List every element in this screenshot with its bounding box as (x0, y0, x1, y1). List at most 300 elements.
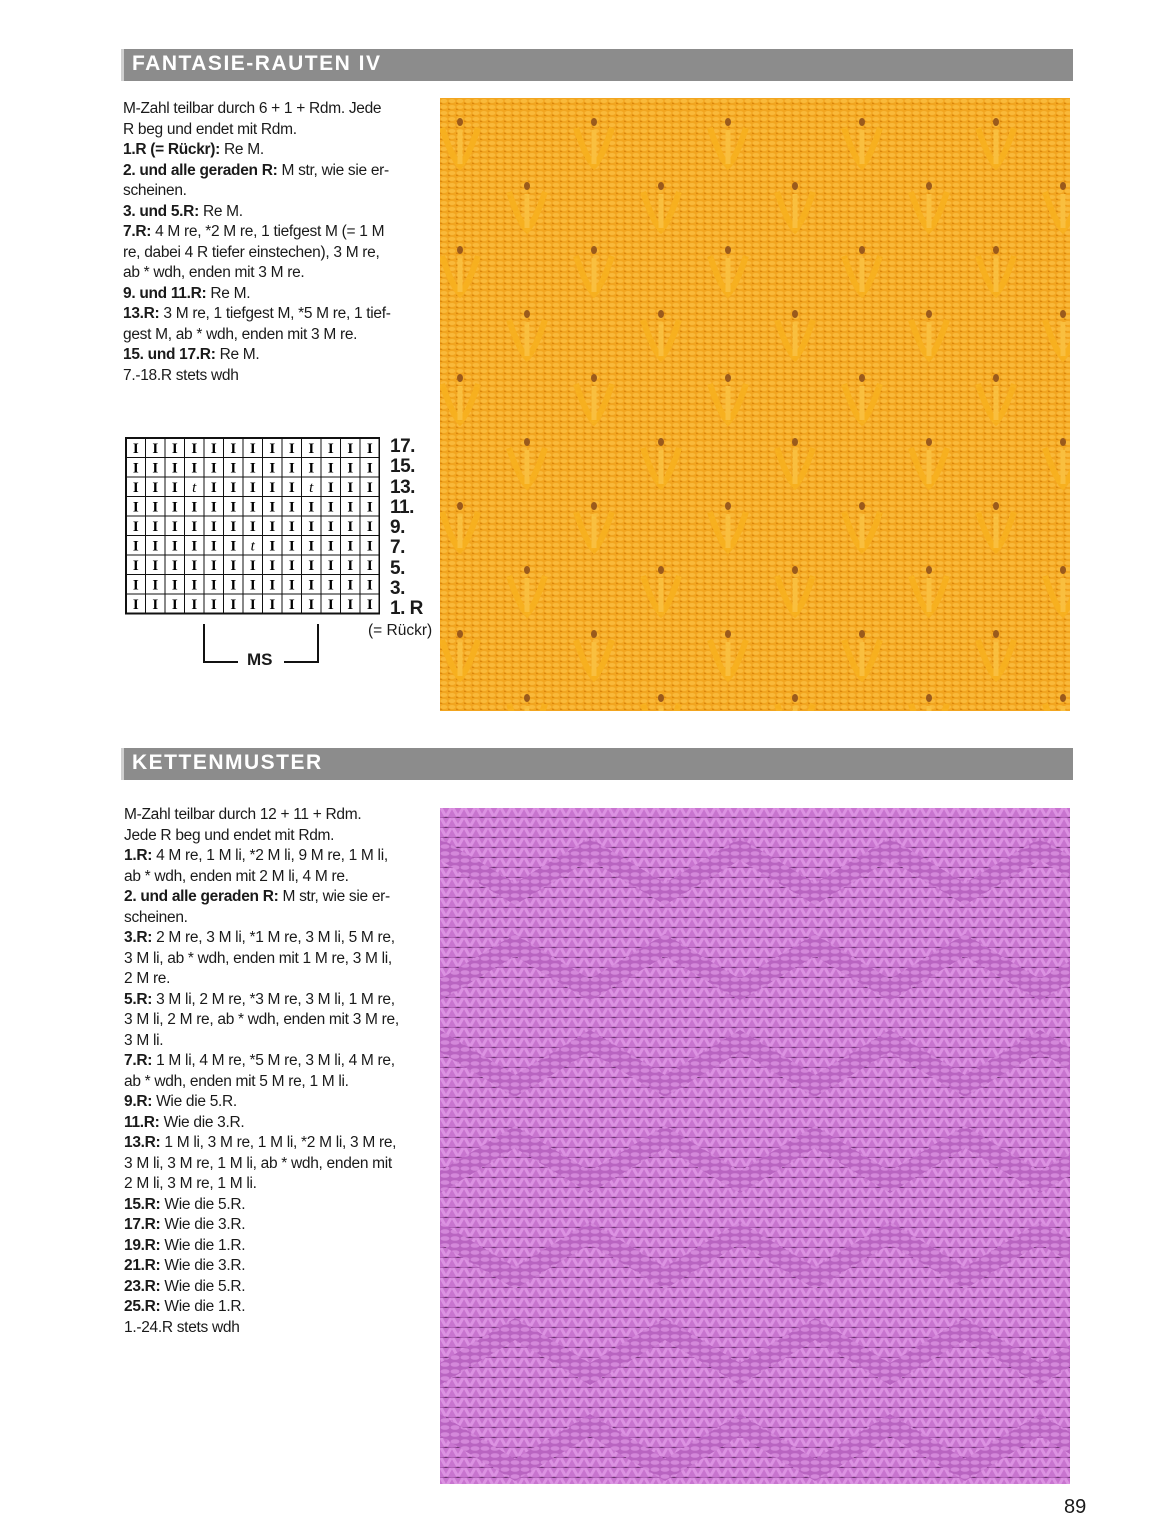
chart-symbol-knit: I (366, 499, 373, 516)
chart-symbol-knit: I (171, 577, 178, 594)
row-text: Re M. (206, 284, 251, 302)
chart-symbol-knit: I (288, 440, 295, 457)
section-header-kettenmuster (121, 748, 1073, 780)
row-text: 3 M li, 2 M re, ab * wdh, enden mit 3 M re, (124, 1011, 399, 1028)
row-text: scheinen. (124, 908, 188, 926)
chart-cell (360, 477, 380, 497)
row-text: 7.-18.R stets wdh (123, 366, 239, 384)
chart-symbol-slip: t (250, 538, 255, 555)
chart-symbol-knit: I (171, 499, 178, 516)
chart-symbol-knit: I (269, 499, 276, 516)
chart-symbol-knit: I (230, 538, 237, 555)
row-heading: 1.R (= Rückr): (123, 141, 221, 158)
chart-cell (321, 555, 341, 575)
instruction-line (123, 120, 423, 141)
chart-cell (165, 497, 185, 517)
chart-symbol-knit: I (152, 479, 159, 496)
repeat-label: MS (247, 650, 273, 669)
chart-symbol-knit: I (171, 440, 178, 457)
chart-symbol-knit: I (152, 518, 159, 535)
chart-cell (360, 536, 380, 556)
chart-symbol-knit: I (308, 577, 315, 594)
chart-symbol-knit: I (308, 460, 315, 477)
chart-cell (204, 575, 224, 595)
chart-cell (302, 536, 322, 556)
row-text: Wie die 3.R. (160, 1257, 246, 1274)
chart-symbol-knit: I (308, 538, 315, 555)
instruction-line (123, 99, 423, 120)
chart-cell (321, 594, 341, 614)
chart-cell (185, 555, 205, 575)
chart-symbol-knit: I (171, 518, 178, 535)
chart-cell (224, 536, 244, 556)
chart-cell (282, 458, 302, 478)
chart-symbol-knit: I (366, 479, 373, 496)
chart-row-label: 13. (390, 476, 415, 498)
row-text: M str, wie sie er- (278, 888, 390, 905)
chart-cell (146, 536, 166, 556)
chart-cell (341, 594, 361, 614)
chart-symbol-knit: I (191, 518, 198, 535)
chart-cell (282, 594, 302, 614)
chart-cell (341, 458, 361, 478)
chart-cell (185, 477, 205, 497)
chart-cell (302, 594, 322, 614)
chart-symbol-knit: I (288, 460, 295, 477)
chart-cell (185, 516, 205, 536)
chart-cell (321, 516, 341, 536)
instruction-line (123, 284, 423, 305)
chart-symbol-knit: I (132, 557, 139, 574)
chart-cell (243, 555, 263, 575)
chart-cell (263, 575, 283, 595)
chart-cell (165, 575, 185, 595)
chart-symbol-knit: I (366, 460, 373, 477)
chart-symbol-knit: I (308, 440, 315, 457)
chart-cell (263, 458, 283, 478)
chart-cell (126, 458, 146, 478)
chart-symbol-knit: I (269, 518, 276, 535)
chart-symbol-knit: I (132, 460, 139, 477)
chart-cell (204, 516, 224, 536)
chart-row-label: 5. (390, 557, 405, 579)
chart-cell (224, 477, 244, 497)
chart-cell (341, 536, 361, 556)
chart-cell (263, 438, 283, 458)
chart-cell (126, 575, 146, 595)
chart-symbol-knit: I (152, 460, 159, 477)
chart-cell (243, 516, 263, 536)
chart-cell (360, 575, 380, 595)
chart-cell (224, 594, 244, 614)
chart-cell (126, 438, 146, 458)
instruction-line (124, 805, 424, 826)
row-text: scheinen. (123, 182, 187, 199)
chart-symbol-knit: I (191, 596, 198, 613)
row-text: Wie die 3.R. (160, 1216, 246, 1233)
chart-cell (165, 458, 185, 478)
instruction-line (124, 990, 424, 1011)
chart-symbol-slip: t (192, 479, 197, 496)
chart-cell (243, 594, 263, 614)
chart-symbol-knit: I (269, 557, 276, 574)
chart-symbol-knit: I (366, 440, 373, 457)
chart-symbol-knit: I (152, 440, 159, 457)
chart-cell (204, 497, 224, 517)
instruction-line (124, 1154, 424, 1175)
chart-cell (224, 458, 244, 478)
instruction-line (124, 826, 424, 847)
chart-symbol-knit: I (347, 538, 354, 555)
chart-cell (224, 555, 244, 575)
chart-cell (185, 536, 205, 556)
chart-cell (185, 497, 205, 517)
row-heading: 7.R: (123, 223, 152, 240)
instruction-line (123, 140, 423, 161)
row-text: 3 M li, 2 M re, *3 M re, 3 M li, 1 M re, (152, 990, 395, 1008)
row-text: Wie die 3.R. (159, 1113, 245, 1131)
chart-symbol-knit: I (230, 440, 237, 457)
instruction-line (124, 1031, 424, 1052)
chart-symbol-knit: I (152, 577, 159, 594)
chart-symbol-knit: I (269, 460, 276, 477)
chart-row-label: 7. (390, 537, 405, 559)
chart-cell (341, 575, 361, 595)
row-heading: 21.R: (124, 1257, 161, 1274)
chart-symbol-knit: I (249, 479, 256, 496)
instruction-line (124, 949, 424, 970)
chart-symbol-knit: I (288, 577, 295, 594)
chart-symbol-knit: I (288, 538, 295, 555)
chart-cell (185, 438, 205, 458)
chart-cell (126, 594, 146, 614)
chart-cell (165, 516, 185, 536)
chart-symbol-knit: I (230, 518, 237, 535)
chart-cell (282, 497, 302, 517)
row-heading: 1.R: (124, 847, 153, 864)
chart-symbol-knit: I (347, 518, 354, 535)
chart-cell (263, 594, 283, 614)
row-heading: 2. und alle geraden R: (123, 161, 278, 179)
row-text: M-Zahl teilbar durch 6 + 1 + Rdm. Jede (123, 100, 382, 117)
chart-symbol-knit: I (288, 596, 295, 613)
chart-row-label: 1. R (390, 598, 423, 620)
chart-cell (243, 438, 263, 458)
chart-symbol-knit: I (191, 538, 198, 555)
chart-symbol-knit: I (308, 499, 315, 516)
row-heading: 9.R: (124, 1093, 153, 1110)
chart-symbol-knit: I (152, 538, 159, 555)
instruction-line (124, 1113, 424, 1134)
chart-symbol-knit: I (366, 557, 373, 574)
chart-symbol-knit: I (171, 596, 178, 613)
chart-symbol-knit: I (308, 596, 315, 613)
row-text: Wie die 5.R. (160, 1195, 246, 1213)
chart-cell (165, 536, 185, 556)
chart-symbol-knit: I (269, 577, 276, 594)
chart-symbol-knit: I (249, 596, 256, 613)
chart-cell (321, 438, 341, 458)
chart-symbol-knit: I (210, 596, 217, 613)
row-text: Re M. (198, 202, 243, 220)
instruction-line (124, 908, 424, 929)
chart-symbol-knit: I (191, 499, 198, 516)
row-heading: 13.R: (123, 305, 160, 322)
chart-symbol-knit: I (191, 440, 198, 457)
chart-symbol-knit: I (191, 460, 198, 477)
row-heading: 17.R: (124, 1216, 161, 1233)
chart-symbol-knit: I (366, 596, 373, 613)
chart-symbol-knit: I (132, 577, 139, 594)
instruction-line (124, 1297, 424, 1318)
chart-cell (341, 477, 361, 497)
chart-cell (224, 516, 244, 536)
row-text: 3 M re, 1 tiefgest M, *5 M re, 1 tief- (159, 305, 391, 322)
chart-symbol-knit: I (366, 577, 373, 594)
instruction-line (124, 887, 424, 908)
chart-cell (263, 555, 283, 575)
chart-symbol-knit: I (347, 479, 354, 496)
chart-symbol-knit: I (132, 499, 139, 516)
chart-cell (360, 594, 380, 614)
chart-cell (126, 497, 146, 517)
chart-symbol-knit: I (249, 440, 256, 457)
instruction-line (123, 222, 423, 243)
instruction-line (124, 1072, 424, 1093)
chart-cell (146, 497, 166, 517)
chart-symbol-knit: I (210, 460, 217, 477)
chart-cell (224, 438, 244, 458)
row-text: 1 M li, 4 M re, *5 M re, 3 M li, 4 M re, (152, 1052, 395, 1069)
chart-cell (146, 438, 166, 458)
chart-cell (360, 555, 380, 575)
chart-cell (302, 458, 322, 478)
instruction-line (124, 1256, 424, 1277)
chart-cell (263, 497, 283, 517)
chart-symbol-knit: I (327, 440, 334, 457)
chart-cell (126, 536, 146, 556)
chart-cell (302, 516, 322, 536)
row-heading: 13.R: (124, 1134, 161, 1151)
chart-cell (165, 555, 185, 575)
chart-cell (146, 555, 166, 575)
chart-symbol-knit: I (249, 460, 256, 477)
chart-symbol-knit: I (366, 518, 373, 535)
chart-cell (302, 555, 322, 575)
chart-cell (204, 458, 224, 478)
chart-cell (282, 438, 302, 458)
chart-cell (321, 458, 341, 478)
chart-cell (146, 575, 166, 595)
chart-cell (321, 575, 341, 595)
chart-symbol-knit: I (308, 518, 315, 535)
chart-symbol-knit: I (249, 518, 256, 535)
row-text: Re M. (220, 141, 264, 158)
chart-symbol-knit: I (230, 557, 237, 574)
instruction-line (124, 1215, 424, 1236)
row-text: 3 M li. (124, 1031, 164, 1049)
row-text: 3 M li, 3 M re, 1 M li, ab * wdh, enden mit (124, 1154, 392, 1172)
chart-cell (341, 438, 361, 458)
chart-cell (204, 438, 224, 458)
chart-symbol-knit: I (249, 577, 256, 594)
chart-cell (282, 477, 302, 497)
chart-cell (321, 497, 341, 517)
chart-symbol-knit: I (269, 479, 276, 496)
section-header-fantasie-rauten (121, 49, 1073, 81)
chart-symbol-knit: I (210, 557, 217, 574)
row-text: 3 M li, ab * wdh, enden mit 1 M re, 3 M li, (124, 949, 392, 967)
chart-symbol-knit: I (327, 596, 334, 613)
chart-row-label: 17. (390, 436, 415, 457)
chart-symbol-knit: I (249, 499, 256, 516)
chart-cell (263, 516, 283, 536)
chart-symbol-knit: I (288, 499, 295, 516)
instruction-line (124, 1195, 424, 1216)
chart-cell (282, 555, 302, 575)
chart-symbol-knit: I (347, 557, 354, 574)
chart-cell (302, 477, 322, 497)
chart-symbol-knit: I (191, 557, 198, 574)
row-heading: 5.R: (124, 990, 153, 1008)
instruction-line (123, 345, 423, 366)
row-text: ab * wdh, enden mit 3 M re. (123, 264, 305, 281)
chart-symbol-knit: I (327, 577, 334, 594)
chart-cell (165, 477, 185, 497)
chart-cell (204, 477, 224, 497)
chart-symbol-knit: I (230, 596, 237, 613)
instruction-line (124, 1174, 424, 1195)
instruction-line (124, 846, 424, 867)
chart-symbol-knit: I (327, 557, 334, 574)
chart-cell (224, 497, 244, 517)
instruction-line (124, 1277, 424, 1298)
row-text: Wie die 5.R. (160, 1277, 246, 1295)
chart-symbol-knit: I (152, 596, 159, 613)
chart-symbol-knit: I (210, 499, 217, 516)
row-text: 4 M re, 1 M li, *2 M li, 9 M re, 1 M li, (152, 847, 388, 864)
chart-cell (282, 536, 302, 556)
row-text: Wie die 1.R. (160, 1236, 246, 1254)
page-number: 89 (1064, 1496, 1087, 1518)
chart-cell (321, 536, 341, 556)
chart-symbol-knit: I (308, 557, 315, 574)
chart-symbol-slip: t (309, 479, 314, 496)
row-text: 1.-24.R stets wdh (124, 1318, 240, 1336)
chart-cell (360, 438, 380, 458)
instruction-line (124, 969, 424, 990)
instruction-line (124, 1092, 424, 1113)
instruction-line (123, 325, 423, 346)
chart-row-label: 15. (390, 456, 415, 478)
instruction-line (124, 1051, 424, 1072)
section-title: KETTENMUSTER (132, 751, 323, 774)
chart-symbol-knit: I (269, 596, 276, 613)
instruction-line (123, 181, 423, 202)
row-text: 2 M re, 3 M li, *1 M re, 3 M li, 5 M re, (152, 929, 395, 946)
chart-cell (282, 516, 302, 536)
knit-swatch-photo-purple (440, 808, 1070, 1484)
row-heading: 7.R: (124, 1052, 153, 1069)
chart-cell (185, 458, 205, 478)
chart-symbol-knit: I (171, 538, 178, 555)
row-text: M str, wie sie er- (277, 161, 389, 179)
chart-cell (224, 575, 244, 595)
row-heading: 15.R: (124, 1195, 161, 1213)
chart-cell (204, 536, 224, 556)
row-text: Wie die 1.R. (160, 1298, 246, 1315)
knit-swatch-photo-orange (440, 98, 1070, 711)
instruction-line (124, 1133, 424, 1154)
chart-cell (243, 575, 263, 595)
chart-symbol-knit: I (327, 460, 334, 477)
chart-symbol-knit: I (347, 460, 354, 477)
row-heading: 19.R: (124, 1236, 161, 1254)
instruction-line (124, 1010, 424, 1031)
instructions-fantasie-rauten (123, 99, 423, 386)
chart-symbol-knit: I (347, 577, 354, 594)
chart-symbol-knit: I (132, 596, 139, 613)
chart-cell (146, 516, 166, 536)
chart-symbol-knit: I (210, 440, 217, 457)
chart-cell (146, 458, 166, 478)
chart-cell (243, 477, 263, 497)
chart-cell (243, 458, 263, 478)
row-text: 1 M li, 3 M re, 1 M li, *2 M li, 3 M re, (160, 1134, 397, 1151)
chart-symbol-knit: I (269, 538, 276, 555)
chart-cell (243, 497, 263, 517)
instruction-line (123, 366, 423, 387)
chart-row-label: 3. (390, 578, 405, 600)
chart-cell (302, 438, 322, 458)
chart-cell (146, 477, 166, 497)
chart-cell (165, 594, 185, 614)
chart-symbol-knit: I (347, 499, 354, 516)
row-text: gest M, ab * wdh, enden mit 3 M re. (123, 325, 358, 343)
chart-cell (263, 536, 283, 556)
chart-row-labels (390, 437, 423, 620)
instruction-line (123, 202, 423, 223)
chart-row-label: 11. (390, 496, 414, 518)
row-text: Wie die 5.R. (152, 1093, 237, 1110)
chart-symbol-knit: I (210, 479, 217, 496)
row-heading: 15. und 17.R: (123, 346, 216, 363)
chart-cell (204, 555, 224, 575)
instruction-line (124, 1236, 424, 1257)
chart-cell (126, 477, 146, 497)
chart-cell (126, 516, 146, 536)
chart-symbol-knit: I (191, 577, 198, 594)
row-text: 2 M re. (124, 970, 171, 987)
chart-symbol-knit: I (327, 499, 334, 516)
chart-cell (341, 516, 361, 536)
instruction-line (124, 867, 424, 888)
row-text: 4 M re, *2 M re, 1 tiefgest M (= 1 M (151, 223, 385, 240)
chart-symbol-knit: I (327, 518, 334, 535)
instruction-line (124, 928, 424, 949)
chart-symbol-knit: I (230, 499, 237, 516)
row-heading: 25.R: (124, 1298, 161, 1315)
chart-cell (302, 575, 322, 595)
row-text: Re M. (215, 346, 260, 363)
chart-symbol-knit: I (327, 538, 334, 555)
row-heading: 3. und 5.R: (123, 202, 199, 220)
chart-cell (341, 555, 361, 575)
chart-symbol-knit: I (230, 479, 237, 496)
instruction-line (123, 243, 423, 264)
row-text: 2 M li, 3 M re, 1 M li. (124, 1175, 257, 1192)
row-text: re, dabei 4 R tiefer einstechen), 3 M re, (123, 243, 380, 261)
